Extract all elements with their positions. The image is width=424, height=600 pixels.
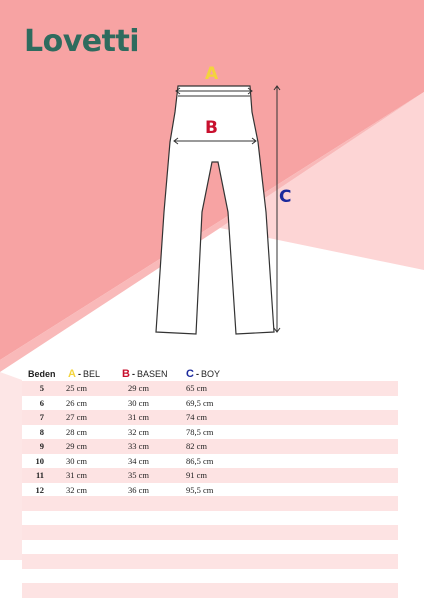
cell-b: 34 cm xyxy=(128,455,150,466)
cell-size: 8 xyxy=(39,426,44,437)
dimension-label-a: A xyxy=(205,64,219,84)
cell-c: 82 cm xyxy=(186,441,208,452)
dimension-label-c: C xyxy=(279,187,292,207)
cell-b: 29 cm xyxy=(128,383,150,394)
header-a xyxy=(68,368,122,380)
table-row xyxy=(22,410,398,425)
cell-size: 11 xyxy=(35,470,44,481)
header-c-label: BOY xyxy=(200,368,220,379)
table-row xyxy=(22,439,398,454)
cell-size: 5 xyxy=(39,383,44,394)
header-a-label: BEL xyxy=(82,368,100,379)
size-table-header xyxy=(22,366,398,381)
table-row xyxy=(22,483,398,498)
cell-size: 12 xyxy=(35,484,44,495)
empty-row xyxy=(22,511,398,526)
cell-b: 30 cm xyxy=(128,397,150,408)
empty-row xyxy=(22,569,398,584)
header-a-dash: - xyxy=(77,368,81,379)
cell-a: 25 cm xyxy=(66,383,88,394)
cell-a: 29 cm xyxy=(66,441,88,452)
cell-a: 30 cm xyxy=(66,455,88,466)
size-table xyxy=(22,366,398,497)
cell-b: 36 cm xyxy=(128,484,150,495)
size-table-body xyxy=(22,381,398,497)
table-row xyxy=(22,381,398,396)
cell-a: 27 cm xyxy=(66,412,88,423)
header-b-label: BASEN xyxy=(136,368,168,379)
cell-a: 28 cm xyxy=(66,426,88,437)
cell-b: 35 cm xyxy=(128,470,150,481)
header-b-letter: B xyxy=(122,367,130,380)
cell-size: 6 xyxy=(39,397,44,408)
cell-c: 86,5 cm xyxy=(186,455,214,466)
header-b-dash: - xyxy=(131,368,135,379)
empty-row xyxy=(22,525,398,540)
cell-c: 95,5 cm xyxy=(186,484,214,495)
cell-size: 10 xyxy=(35,455,44,466)
header-c xyxy=(186,368,246,380)
dimension-label-b: B xyxy=(205,118,218,138)
cell-a: 32 cm xyxy=(66,484,88,495)
header-size: Beden xyxy=(28,368,56,379)
cell-size: 9 xyxy=(39,441,44,452)
cell-c: 69,5 cm xyxy=(186,397,214,408)
empty-row xyxy=(22,554,398,569)
header-a-letter: A xyxy=(68,367,76,380)
cell-c: 65 cm xyxy=(186,383,208,394)
cell-b: 32 cm xyxy=(128,426,150,437)
table-row xyxy=(22,468,398,483)
table-row xyxy=(22,425,398,440)
brand-logo: Lovetti xyxy=(24,24,140,59)
cell-b: 33 cm xyxy=(128,441,150,452)
cell-a: 26 cm xyxy=(66,397,88,408)
table-row xyxy=(22,454,398,469)
cell-size: 7 xyxy=(39,412,44,423)
header-b xyxy=(122,368,186,380)
empty-row xyxy=(22,583,398,598)
header-c-dash: - xyxy=(195,368,199,379)
table-row xyxy=(22,396,398,411)
cell-a: 31 cm xyxy=(66,470,88,481)
header-c-letter: C xyxy=(186,367,194,380)
pants-diagram xyxy=(140,62,300,352)
empty-table-rows xyxy=(22,496,398,598)
cell-c: 74 cm xyxy=(186,412,208,423)
cell-c: 91 cm xyxy=(186,470,208,481)
empty-row xyxy=(22,496,398,511)
empty-row xyxy=(22,540,398,555)
cell-b: 31 cm xyxy=(128,412,150,423)
cell-c: 78,5 cm xyxy=(186,426,214,437)
